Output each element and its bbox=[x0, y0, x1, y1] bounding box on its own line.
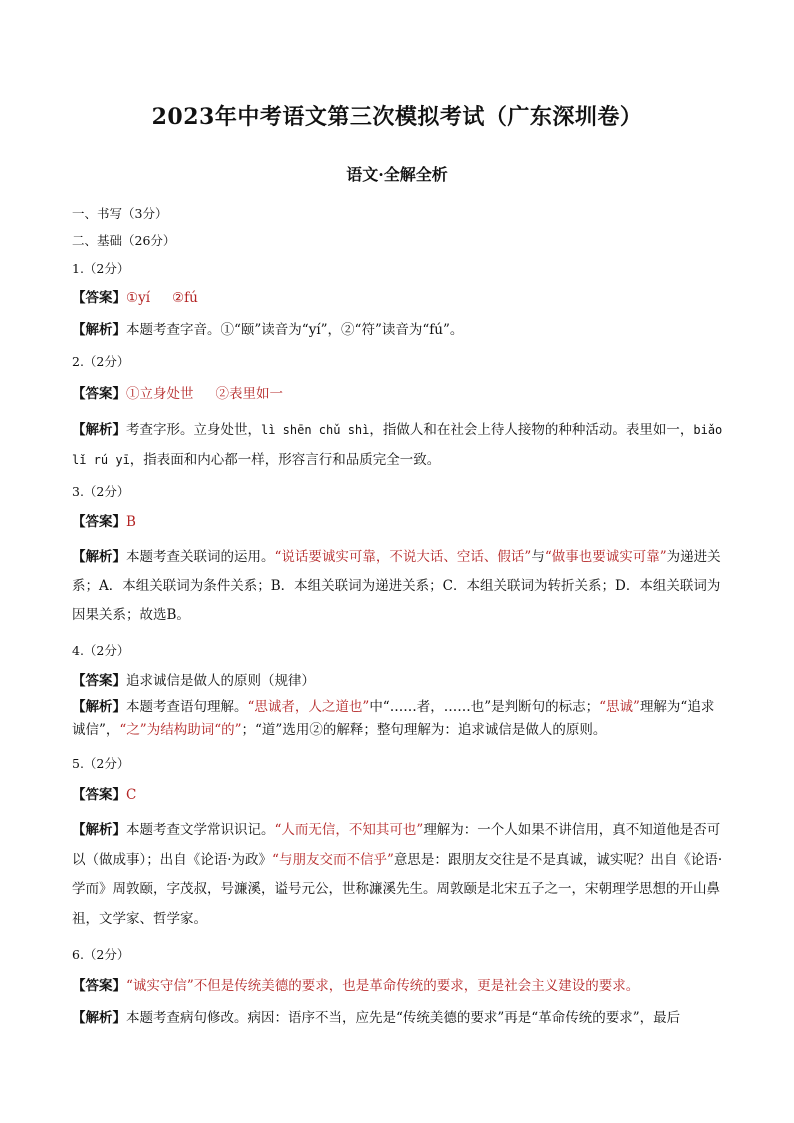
answer-label: 【答案】 bbox=[72, 673, 126, 689]
question-1-answer bbox=[72, 287, 724, 309]
question-1-analysis bbox=[72, 319, 724, 341]
answer-text: ①立身处世 bbox=[126, 386, 194, 402]
answer-text: B bbox=[126, 514, 136, 530]
analysis-label: 【解析】 bbox=[72, 422, 126, 438]
page-title: 2023年中考语文第三次模拟考试（广东深圳卷） bbox=[151, 104, 643, 130]
answer-label: 【答案】 bbox=[72, 514, 126, 530]
answer-label: 【答案】 bbox=[72, 978, 126, 994]
question-5-answer bbox=[72, 784, 724, 806]
answer-text: ①yí bbox=[126, 290, 151, 306]
question-6-answer bbox=[72, 975, 724, 997]
analysis-text: 为递进关系；A．本组关联词为条件关系；B．本组关联词为递进关系；C．本组关联词为转折关系；D．本组关联词为因果关系；故选B。 bbox=[72, 549, 721, 623]
quoted-text: “思诚” bbox=[599, 699, 640, 715]
answer-text: “诚实守信”不但是传统美德的要求，也是革命传统的要求，更是社会主义建设的要求。 bbox=[126, 978, 640, 994]
question-3-analysis bbox=[72, 543, 724, 630]
analysis-label: 【解析】 bbox=[72, 822, 126, 838]
analysis-text: 理解为：一个人如果不讲信用，真不知道他是否可以（做成事）；出自《论语·为政》 bbox=[72, 822, 721, 868]
question-4-number: 4.（2分） bbox=[72, 643, 130, 658]
quoted-text: “之”为结构助词“的” bbox=[119, 722, 242, 738]
section-heading-writing: 一、书写（3分） bbox=[72, 206, 168, 221]
answer-text: C bbox=[126, 787, 137, 803]
question-1-number: 1.（2分） bbox=[72, 261, 130, 276]
analysis-text: ，指做人和在社会上待人接物的种种活动。表里如一， bbox=[369, 422, 694, 438]
analysis-text: 本题考查字音。①“颐”读音为“yí”，②“符”读音为“fú”。 bbox=[126, 322, 464, 338]
question-4-analysis bbox=[72, 696, 724, 742]
question-5-number: 5.（2分） bbox=[72, 756, 130, 771]
quoted-text: “与朋友交而不信乎” bbox=[272, 851, 394, 868]
answer-text: ②fú bbox=[172, 290, 198, 306]
quoted-text: “人而无信，不知其可也” bbox=[274, 822, 424, 838]
answer-label: 【答案】 bbox=[72, 386, 126, 402]
question-6-analysis bbox=[72, 1007, 724, 1029]
quoted-text: “思诚者，人之道也” bbox=[247, 699, 370, 715]
analysis-text: ；“道”选用②的解释；整句理解为：追求诚信是做人的原则。 bbox=[241, 722, 607, 738]
question-4-answer bbox=[72, 670, 724, 692]
quoted-text: “说话要诚实可靠，不说大话、空话、假话” bbox=[274, 549, 532, 565]
question-6-number: 6.（2分） bbox=[72, 947, 130, 962]
analysis-label: 【解析】 bbox=[72, 549, 126, 565]
question-5-analysis bbox=[72, 816, 724, 934]
analysis-text: 考查字形。立身处世， bbox=[126, 422, 261, 438]
analysis-text: ，指表面和内心都一样，形容言行和品质完全一致。 bbox=[129, 452, 441, 468]
quoted-text: “做事也要诚实可靠” bbox=[544, 549, 667, 565]
answer-text: ②表里如一 bbox=[215, 386, 283, 402]
analysis-text: 理解为“追求诚信”， bbox=[72, 699, 715, 738]
answer-text: 追求诚信是做人的原则（规律） bbox=[126, 673, 315, 689]
analysis-text: 本题考查文学常识识记。 bbox=[126, 822, 275, 838]
pinyin-text: lì shēn chǔ shì bbox=[261, 423, 370, 437]
answer-label: 【答案】 bbox=[72, 290, 126, 306]
analysis-label: 【解析】 bbox=[72, 322, 126, 338]
pinyin-text: biǎo lǐ rú yī bbox=[72, 423, 723, 467]
question-2-analysis bbox=[72, 415, 724, 475]
page-subtitle: 语文·全解全析 bbox=[346, 165, 448, 184]
answer-label: 【答案】 bbox=[72, 787, 126, 803]
question-3-number: 3.（2分） bbox=[72, 484, 130, 499]
analysis-text: 中“……者，……也”是判断句的标志； bbox=[369, 699, 600, 715]
analysis-text: 与 bbox=[531, 549, 545, 565]
analysis-label: 【解析】 bbox=[72, 699, 126, 715]
question-3-answer bbox=[72, 511, 724, 533]
analysis-text: 本题考查关联词的运用。 bbox=[126, 549, 275, 565]
analysis-text: 本题考查语句理解。 bbox=[126, 699, 248, 715]
analysis-label: 【解析】 bbox=[72, 1010, 126, 1026]
question-2-answer bbox=[72, 383, 724, 405]
section-heading-basics: 二、基础（26分） bbox=[72, 233, 176, 248]
analysis-text: 本题考查病句修改。病因：语序不当，应先是“传统美德的要求”再是“革命传统的要求”，最后 bbox=[126, 1010, 681, 1026]
analysis-text: 意思是：跟朋友交往是不是真诚，诚实呢？出自《论语·学而》周敦颐，字茂叔，号濂溪，谥号元公，世称濂溪先生。周敦颐是北宋五子之一，宋朝理学思想的开山鼻祖，文学家、哲学家。 bbox=[72, 851, 723, 927]
question-2-number: 2.（2分） bbox=[72, 354, 130, 369]
